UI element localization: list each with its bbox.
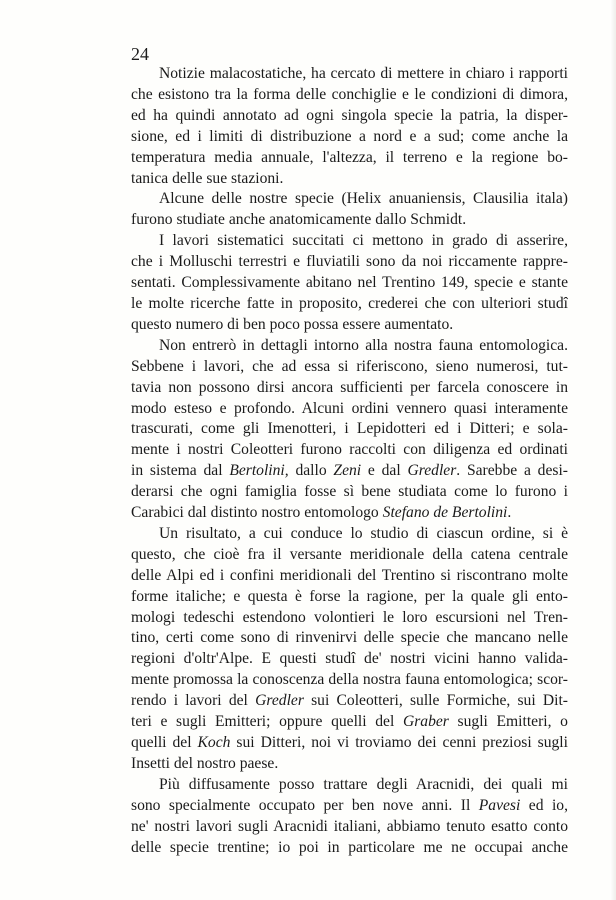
italic-name: Graber [402,713,449,731]
text-line: ne' nostri lavori sugli Aracnidi italiani, abbiamo tenuto esatto conto [131,817,568,835]
paragraph [131,64,568,189]
italic-name: Zeni [333,462,362,480]
italic-name: Pavesi [478,796,521,814]
text-line: Sebbene i lavori, che ad essa si riferiscono, sieno numerosi, tut- [131,357,568,375]
text-line: delle specie trentine; io poi in particolare me ne occupai anche [131,838,568,856]
text-line: rendo i lavori del Gredler sui Coleotteri, sulle Formiche, sui Dit- [131,692,568,710]
text-line: modo esteso e profondo. Alcuni ordini vennero quasi interamente [131,399,568,417]
paragraph [131,775,568,859]
text-line: mente promossa la conoscenza della nostra fauna entomologica; scor- [131,671,568,689]
body-text [131,64,568,858]
paragraph [131,524,568,775]
text-line: quelli del Koch sui Ditteri, noi vi troviamo dei cenni preziosi sugli [131,734,568,751]
text-line: forme italiche; e questa è forse la ragione, per la quale gli ento- [131,587,568,605]
text-line: questo numero di ben poco possa essere aumentato. [131,315,454,333]
text-line: sione, ed i limiti di distribuzione a nord e a sud; come anche la [131,127,568,145]
text-line: Insetti del nostro paese. [131,754,279,772]
text-line: sono specialmente occupato per ben nove anni. Il Pavesi ed io, [131,796,568,814]
text-line: tavia non possono dirsi ancora sufficienti per farcela conoscere in [131,378,568,396]
paragraph [131,336,568,524]
page-number: 24 [131,44,149,64]
text-line: teri e sugli Emitteri; oppure quelli del Graber sugli Emitteri, o [131,713,568,731]
italic-name: Stefano de Bertolini [382,504,508,522]
text-line: delle Alpi ed i confini meridionali del Trentino si riscontrano molte [131,566,568,584]
paragraph [131,231,568,336]
text-line: sentati. Complessivamente abitano nel Trentino 149, specie e stante [131,274,568,292]
text-line: Più diffusamente posso trattare degli Aracnidi, dei quali mi [159,775,568,793]
text-line: tanica delle sue stazioni. [131,169,284,187]
text-line: regioni d'oltr'Alpe. E questi studî de' nostri vicini hanno valida- [131,650,568,668]
italic-name: Bertolini, [229,462,289,480]
text-line: tino, certi come sono di rinvenirvi delle specie che mancano nelle [131,629,568,647]
page-edge-shadow [610,0,616,900]
text-line: questo, che cioè fra il versante meridionale della catena centrale [131,545,568,563]
italic-name: Gredler [255,692,304,710]
italic-name: Koch [197,734,231,751]
text-line: I lavori sistematici succitati ci mettono in grado di asserire, [159,232,568,250]
text-line: temperatura media annuale, l'altezza, il terreno e la regione bo- [131,148,568,166]
text-line: Non entrerò in dettagli intorno alla nostra fauna entomologica. [159,336,568,354]
text-line: che esistono tra la forma delle conchiglie e le condizioni di dimora, [131,85,568,103]
text-line: Notizie malacostatiche, ha cercato di mettere in chiaro i rapporti [159,65,568,82]
text-line: mente i nostri Coleotteri furono raccolti con diligenza ed ordinati [131,441,568,459]
text-line: in sistema dal Bertolini, dallo Zeni e dal Gredler. Sarebbe a desi- [131,462,568,480]
text-line: derarsi che ogni famiglia fosse sì bene studiata come lo furono i [131,483,568,501]
italic-name: Gredler [407,462,457,480]
text-line: mologi tedeschi estendono volontieri le loro escursioni nel Tren- [131,608,568,626]
text-line: Un risultato, a cui conduce lo studio di ciascun ordine, si è [159,524,568,542]
paragraph [131,189,568,231]
text-line: ed ha quindi annotato ad ogni singola specie la patria, la disper- [131,106,568,124]
text-line: Carabici dal distinto nostro entomologo Stefano de Bertolini. [131,504,512,522]
text-line: che i Molluschi terrestri e fluviatili sono da noi riccamente rappre- [131,253,568,271]
text-line: furono studiate anche anatomicamente dallo Schmidt. [131,211,467,229]
text-line: le molte ricerche fatte in proposito, crederei che con ulteriori studî [131,294,568,312]
text-line: Alcune delle nostre specie (Helix anuaniensis, Clausilia itala) [159,190,568,208]
text-line: trascurati, come gli Imenotteri, i Lepidotteri ed i Ditteri; e sola- [131,420,568,438]
